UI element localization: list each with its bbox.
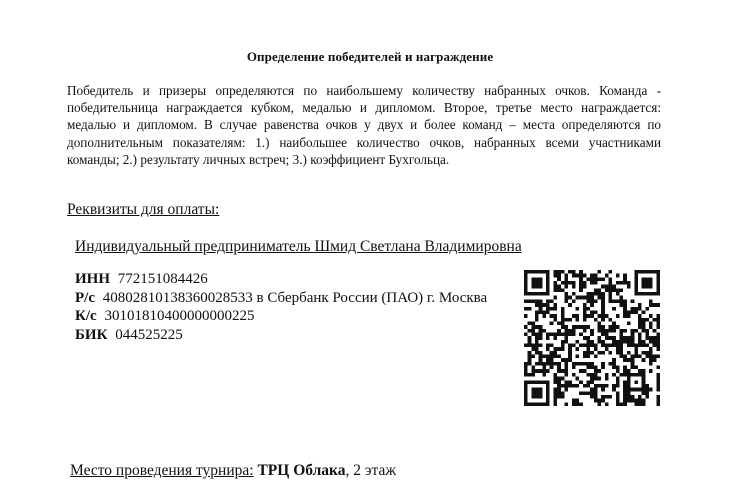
section-title: Определение победителей и награждение (246, 49, 494, 64)
account-label: Р/с (75, 289, 95, 306)
venue-floor: , 2 этаж (345, 462, 397, 479)
inn-row (75, 270, 487, 289)
rules-paragraph: Победитель и призеры определяются по наибольшему количеству набранных очков. Команда - победительница награждается кубком, медалью и дипломом. Второе, третье место награждается: медалью и дипломом. В случае равенства очков у двух и более команд – места определяются по дополнительным показателям: 1.) наибольшее количество очков, набранных всеми участниками команды; 2.) результату личных встреч; 3.) коэффициент Бухгольца. (67, 83, 661, 167)
venue-label: Место проведения турнира: (70, 462, 254, 479)
corr-account-value: 30101810400000000225 (104, 308, 255, 324)
bik-value: 044525225 (115, 326, 183, 343)
venue-line (70, 462, 396, 480)
bik-label: БИК (75, 326, 108, 343)
corr-account-label: К/с (75, 308, 97, 324)
payment-details-heading: Реквизиты для оплаты: (67, 201, 220, 218)
venue-name: ТРЦ Облака (257, 462, 346, 479)
inn-label: ИНН (75, 271, 111, 287)
account-value: 40802810138360028533 в Сбербанк России (ПАО) г. Москва (102, 289, 488, 306)
bik-row (75, 326, 487, 345)
qr-code-icon (524, 270, 660, 406)
corr-account-row (75, 307, 487, 326)
account-row (75, 289, 487, 308)
bank-details (75, 270, 487, 344)
payee-name: Индивидуальный предприниматель Шмид Светлана Владимировна (75, 238, 522, 255)
inn-value: 772151084426 (117, 271, 208, 287)
